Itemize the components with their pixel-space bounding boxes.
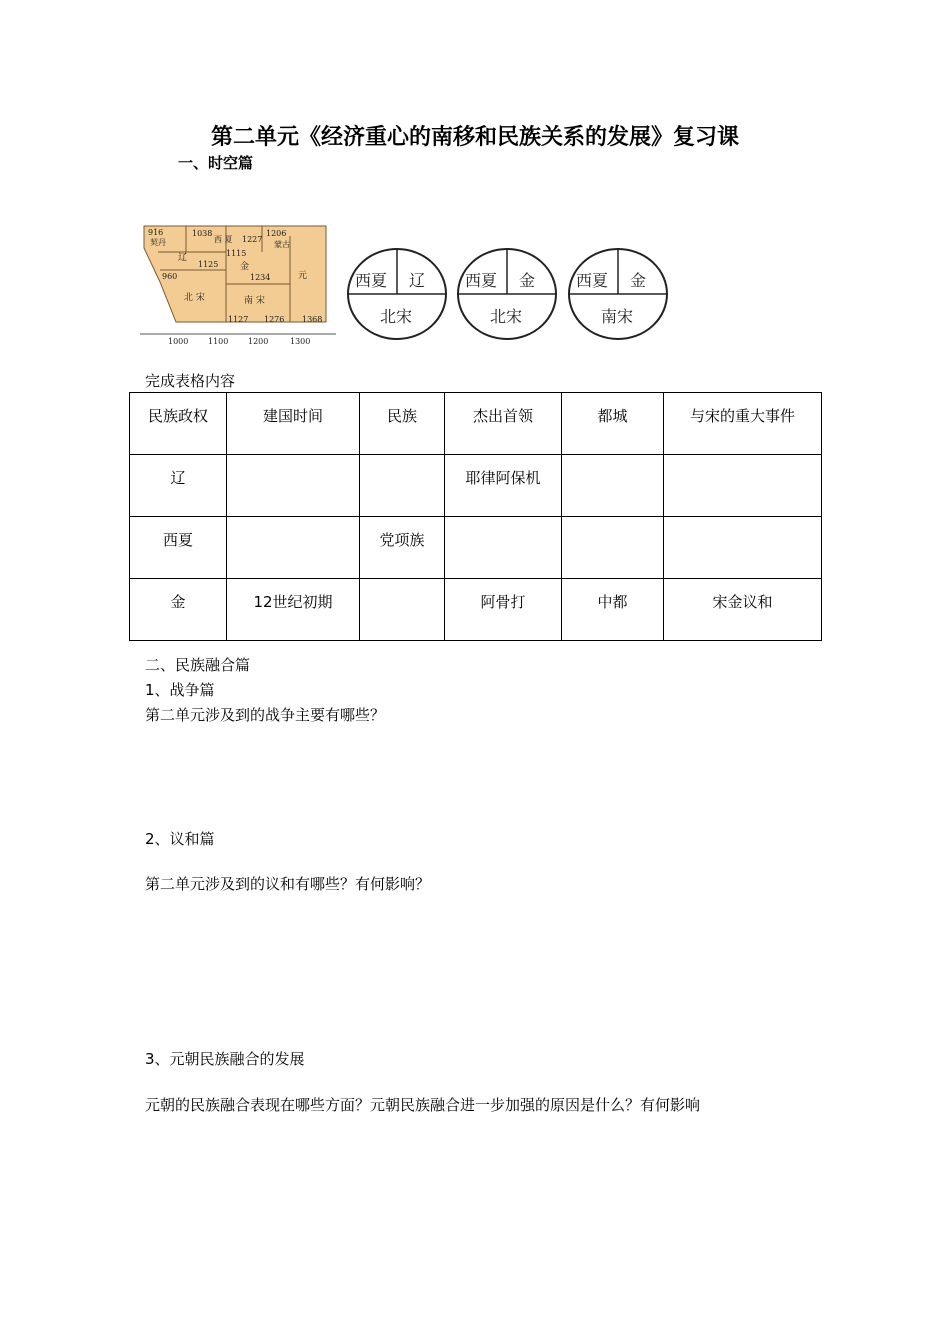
history-map bbox=[140, 222, 340, 346]
table-cell[interactable] bbox=[227, 517, 360, 579]
question-war: 第二单元涉及到的战争主要有哪些？ bbox=[145, 706, 386, 724]
table-header-cell: 民族政权 bbox=[130, 393, 227, 455]
table-header-cell: 杰出首领 bbox=[445, 393, 562, 455]
map-year-1368: 1368 bbox=[302, 315, 323, 324]
map-region-qidan: 契丹 bbox=[150, 238, 166, 247]
dynasty-circle-3 bbox=[566, 246, 670, 342]
table-cell: 12世纪初期 bbox=[227, 579, 360, 641]
question-peace: 第二单元涉及到的议和有哪些？有何影响？ bbox=[145, 875, 431, 893]
question-yuan-fusion: 元朝的民族融合表现在哪些方面？元朝民族融合进一步加强的原因是什么？有何影响 bbox=[145, 1096, 701, 1114]
map-tick-1300: 1300 bbox=[290, 337, 311, 346]
regime-table bbox=[129, 392, 822, 641]
subsection-war: 1、战争篇 bbox=[145, 681, 215, 699]
table-header-cell: 都城 bbox=[562, 393, 664, 455]
map-region-jin: 金 bbox=[240, 262, 250, 272]
map-year-1206: 1206 bbox=[266, 229, 287, 238]
table-header-cell: 民族 bbox=[360, 393, 445, 455]
table-cell: 阿骨打 bbox=[445, 579, 562, 641]
map-region-nansong: 南 宋 bbox=[244, 296, 265, 306]
circle-1-top-left: 西夏 bbox=[355, 271, 388, 290]
map-tick-1200: 1200 bbox=[248, 337, 269, 346]
table-cell: 西夏 bbox=[130, 517, 227, 579]
subsection-peace: 2、议和篇 bbox=[145, 830, 215, 848]
map-tick-1100: 1100 bbox=[208, 337, 229, 346]
table-cell: 中都 bbox=[562, 579, 664, 641]
section-heading-ethnic-fusion: 二、民族融合篇 bbox=[145, 656, 251, 674]
table-header-cell: 建国时间 bbox=[227, 393, 360, 455]
map-region-menggu: 蒙古 bbox=[274, 240, 290, 249]
circle-3-top-right: 金 bbox=[630, 271, 647, 290]
page-title: 第二单元《经济重心的南移和民族关系的发展》复习课 bbox=[210, 124, 739, 150]
table-header-cell: 与宋的重大事件 bbox=[664, 393, 822, 455]
table-cell[interactable] bbox=[664, 517, 822, 579]
map-tick-1000: 1000 bbox=[168, 337, 189, 346]
table-row bbox=[130, 517, 822, 579]
circle-2-top-right: 金 bbox=[519, 271, 536, 290]
table-caption: 完成表格内容 bbox=[145, 372, 236, 390]
table-cell[interactable] bbox=[562, 455, 664, 517]
circle-2-bottom: 北宋 bbox=[490, 307, 523, 326]
map-year-1227: 1227 bbox=[242, 235, 263, 244]
table-row bbox=[130, 579, 822, 641]
map-year-1234: 1234 bbox=[250, 273, 271, 282]
map-year-1115: 1115 bbox=[226, 249, 247, 258]
map-region-beisong: 北 宋 bbox=[184, 293, 205, 303]
table-row bbox=[130, 455, 822, 517]
table-cell[interactable] bbox=[360, 455, 445, 517]
subsection-yuan-fusion: 3、元朝民族融合的发展 bbox=[145, 1050, 305, 1068]
table-cell[interactable] bbox=[360, 579, 445, 641]
table-cell: 宋金议和 bbox=[664, 579, 822, 641]
circle-3-bottom: 南宋 bbox=[601, 307, 634, 326]
section-heading-time-space: 一、时空篇 bbox=[178, 154, 254, 172]
map-region-yuan: 元 bbox=[298, 271, 308, 281]
circle-3-top-left: 西夏 bbox=[576, 271, 609, 290]
map-region-liao: 辽 bbox=[178, 253, 188, 263]
table-cell: 耶律阿保机 bbox=[445, 455, 562, 517]
map-year-1038: 1038 bbox=[192, 229, 213, 238]
table-cell[interactable] bbox=[227, 455, 360, 517]
table-cell: 辽 bbox=[130, 455, 227, 517]
table-cell[interactable] bbox=[664, 455, 822, 517]
map-year-960: 960 bbox=[162, 272, 178, 281]
circle-2-top-left: 西夏 bbox=[465, 271, 498, 290]
table-cell: 金 bbox=[130, 579, 227, 641]
map-region-xixia: 西 夏 bbox=[214, 235, 233, 244]
map-year-916: 916 bbox=[148, 228, 164, 237]
dynasty-circle-1 bbox=[345, 246, 449, 342]
circle-1-top-right: 辽 bbox=[409, 271, 426, 290]
map-year-1125: 1125 bbox=[198, 260, 219, 269]
map-year-1276: 1276 bbox=[264, 315, 285, 324]
table-cell[interactable] bbox=[562, 517, 664, 579]
table-cell[interactable] bbox=[445, 517, 562, 579]
circle-1-bottom: 北宋 bbox=[380, 307, 413, 326]
table-cell: 党项族 bbox=[360, 517, 445, 579]
dynasty-circle-2 bbox=[455, 246, 559, 342]
map-year-1127: 1127 bbox=[228, 315, 249, 324]
table-header-row bbox=[130, 393, 822, 455]
